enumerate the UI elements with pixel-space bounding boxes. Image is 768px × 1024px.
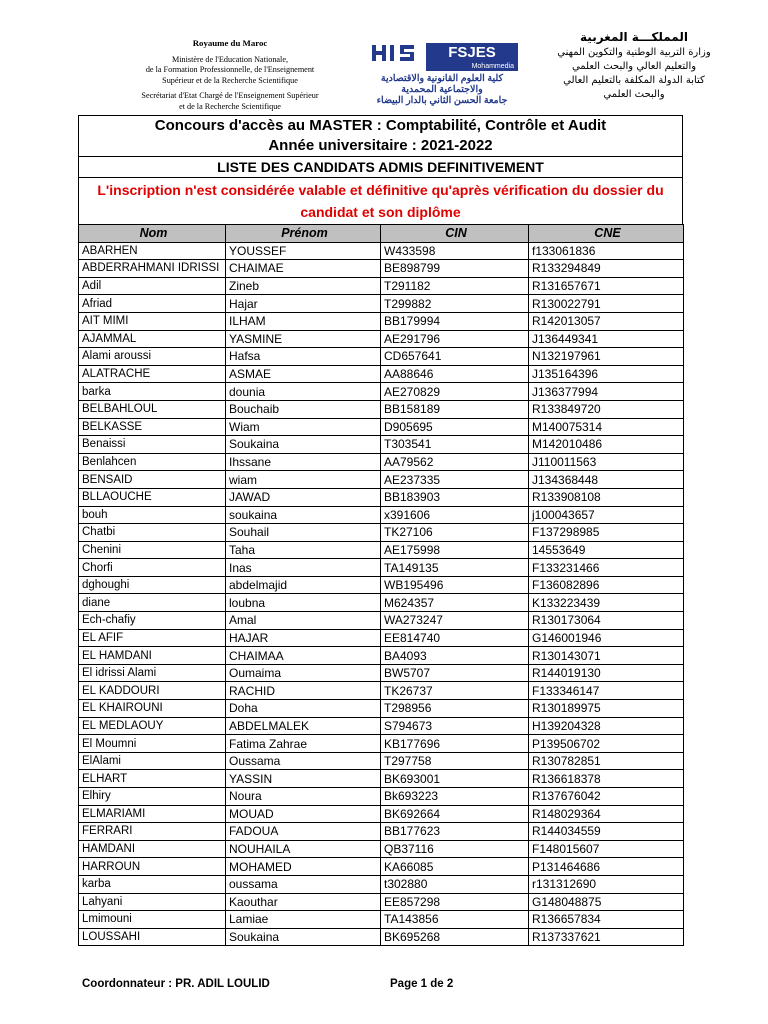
table-row <box>79 700 684 718</box>
cell-cne: F133346147 <box>529 682 684 700</box>
table-row <box>79 770 684 788</box>
table-row <box>79 277 684 295</box>
cell-cin: BB177623 <box>381 823 529 841</box>
cell-nom: Chorfi <box>79 559 226 577</box>
cell-cne: J110011563 <box>529 453 684 471</box>
cell-cne: F137298985 <box>529 524 684 542</box>
cell-nom: HAMDANI <box>79 840 226 858</box>
cell-cne: F148015607 <box>529 840 684 858</box>
cell-prenom: NOUHAILA <box>226 840 381 858</box>
cell-prenom: JAWAD <box>226 488 381 506</box>
cell-cin: D905695 <box>381 418 529 436</box>
kingdom-name-arabic: المملكـــة المغربية <box>580 30 688 44</box>
kingdom-name: Royaume du Maroc <box>192 38 268 48</box>
cell-prenom: wiam <box>226 471 381 489</box>
cell-cne: K133223439 <box>529 594 684 612</box>
cell-prenom: ABDELMALEK <box>226 717 381 735</box>
cell-cne: R144034559 <box>529 823 684 841</box>
cell-cin: T297758 <box>381 752 529 770</box>
cell-cne: R130189975 <box>529 700 684 718</box>
cell-cin: BA4093 <box>381 647 529 665</box>
table-row <box>79 488 684 506</box>
cell-cin: EE814740 <box>381 629 529 647</box>
table-row <box>79 612 684 630</box>
cell-nom: Lahyani <box>79 893 226 911</box>
cell-cne: H139204328 <box>529 717 684 735</box>
cell-cin: AE237335 <box>381 471 529 489</box>
cell-cne: P139506702 <box>529 735 684 753</box>
cell-cin: S794673 <box>381 717 529 735</box>
page-number: Page 1 de 2 <box>390 978 454 990</box>
cell-nom: ABARHEN <box>79 242 226 260</box>
ministry-line-arabic: وزارة التربية الوطنية والتكوين المهني <box>557 47 711 58</box>
cell-cin: KA66085 <box>381 858 529 876</box>
cell-nom: FERRARI <box>79 823 226 841</box>
cell-prenom: FADOUA <box>226 823 381 841</box>
cell-nom: Chatbi <box>79 524 226 542</box>
cell-prenom: MOUAD <box>226 805 381 823</box>
cell-nom: AIT MIMI <box>79 312 226 330</box>
cell-nom: Benlahcen <box>79 453 226 471</box>
column-header-cin: CIN <box>381 225 529 243</box>
cell-cin: WB195496 <box>381 576 529 594</box>
cell-nom: BELBAHLOUL <box>79 400 226 418</box>
cell-prenom: Oussama <box>226 752 381 770</box>
ministry-line-arabic: والتعليم العالي والبحث العلمي <box>571 61 697 72</box>
cell-cne: R136618378 <box>529 770 684 788</box>
cell-cne: F133231466 <box>529 559 684 577</box>
cell-cin: EE857298 <box>381 893 529 911</box>
cell-cne: r131312690 <box>529 875 684 893</box>
cell-prenom: Hafsa <box>226 348 381 366</box>
cell-cin: W433598 <box>381 242 529 260</box>
title-box <box>78 115 683 224</box>
page-header <box>0 18 768 110</box>
table-row <box>79 383 684 401</box>
cell-cin: x391606 <box>381 506 529 524</box>
table-row <box>79 735 684 753</box>
cell-prenom: Ihssane <box>226 453 381 471</box>
cell-nom: EL HAMDANI <box>79 647 226 665</box>
cell-cne: f133061836 <box>529 242 684 260</box>
table-row <box>79 928 684 946</box>
cell-cin: TA149135 <box>381 559 529 577</box>
cell-cin: BK693001 <box>381 770 529 788</box>
cell-cin: BB183903 <box>381 488 529 506</box>
cell-nom: LOUSSAHI <box>79 928 226 946</box>
cell-cne: G146001946 <box>529 629 684 647</box>
cell-prenom: Taha <box>226 541 381 559</box>
ministry-line-arabic: كتابة الدولة المكلفة بالتعليم العالي <box>563 75 705 86</box>
cell-cin: BB158189 <box>381 400 529 418</box>
cell-nom: EL KHAIROUNI <box>79 700 226 718</box>
candidates-table <box>78 224 684 946</box>
cell-cin: TA143856 <box>381 911 529 929</box>
cell-prenom: Soukaina <box>226 928 381 946</box>
cell-prenom: Hajar <box>226 295 381 313</box>
cell-cin: QB37116 <box>381 840 529 858</box>
cell-cin: BW5707 <box>381 664 529 682</box>
table-row <box>79 682 684 700</box>
coordinator-name: Coordonnateur : PR. ADIL LOULID <box>82 978 270 990</box>
cell-cne: R142013057 <box>529 312 684 330</box>
column-header-nom: Nom <box>79 225 226 243</box>
cell-cin: BE898799 <box>381 260 529 278</box>
ministry-line: Ministère de l'Education Nationale, <box>171 54 289 64</box>
cell-nom: Ech-chafiy <box>79 612 226 630</box>
cell-cin: M624357 <box>381 594 529 612</box>
fsjes-logo <box>366 43 518 121</box>
table-row <box>79 893 684 911</box>
cell-prenom: Bouchaib <box>226 400 381 418</box>
cell-prenom: Noura <box>226 788 381 806</box>
cell-nom: Lmimouni <box>79 911 226 929</box>
cell-cin: T299882 <box>381 295 529 313</box>
cell-cne: J135164396 <box>529 365 684 383</box>
cell-cin: KB177696 <box>381 735 529 753</box>
table-row <box>79 647 684 665</box>
column-header-prenom: Prénom <box>226 225 381 243</box>
cell-cne: R133294849 <box>529 260 684 278</box>
cell-nom: Chenini <box>79 541 226 559</box>
cell-nom: bouh <box>79 506 226 524</box>
cell-cne: R148029364 <box>529 805 684 823</box>
cell-prenom: Souhail <box>226 524 381 542</box>
table-row <box>79 840 684 858</box>
cell-nom: Alami aroussi <box>79 348 226 366</box>
cell-cne: J136449341 <box>529 330 684 348</box>
cell-prenom: Oumaima <box>226 664 381 682</box>
table-row <box>79 664 684 682</box>
table-row <box>79 858 684 876</box>
table-row <box>79 541 684 559</box>
cell-nom: BLLAOUCHE <box>79 488 226 506</box>
cell-cne: R137676042 <box>529 788 684 806</box>
cell-cne: R130173064 <box>529 612 684 630</box>
cell-prenom: ASMAE <box>226 365 381 383</box>
cell-cin: TK27106 <box>381 524 529 542</box>
cell-nom: Adil <box>79 277 226 295</box>
logo-arabic-text: كلية العلوم القانونية والاقتصادية والاجتماعية المحمدية جامعة الحسن الثاني بالدار البيضاء <box>376 73 508 106</box>
cell-cin: AE175998 <box>381 541 529 559</box>
cell-cne: M142010486 <box>529 436 684 454</box>
cell-nom: Afriad <box>79 295 226 313</box>
cell-nom: ALATRACHE <box>79 365 226 383</box>
cell-cin: CD657641 <box>381 348 529 366</box>
table-row <box>79 312 684 330</box>
cell-nom: ELHART <box>79 770 226 788</box>
table-row <box>79 400 684 418</box>
results-section <box>78 115 683 946</box>
cell-nom: EL KADDOURI <box>79 682 226 700</box>
cell-cne: M140075314 <box>529 418 684 436</box>
ministry-line: Supérieur et de la Recherche Scientifique <box>162 75 298 85</box>
table-row <box>79 559 684 577</box>
cell-prenom: YOUSSEF <box>226 242 381 260</box>
cell-prenom: CHAIMAE <box>226 260 381 278</box>
cell-nom: EL AFIF <box>79 629 226 647</box>
secretariat-line: Secrétariat d'Etat Chargé de l'Enseignement Supérieur <box>141 91 319 100</box>
table-row <box>79 348 684 366</box>
list-title: LISTE DES CANDIDATS ADMIS DEFINITIVEMENT <box>79 157 682 178</box>
cell-cin: T291182 <box>381 277 529 295</box>
cell-nom: BELKASSE <box>79 418 226 436</box>
table-row <box>79 594 684 612</box>
cell-prenom: soukaina <box>226 506 381 524</box>
secretariat-line: et de la Recherche Scientifique <box>179 101 281 111</box>
table-row <box>79 453 684 471</box>
table-row <box>79 752 684 770</box>
table-row <box>79 242 684 260</box>
cell-cin: AA88646 <box>381 365 529 383</box>
cell-cne: J136377994 <box>529 383 684 401</box>
cell-prenom: dounia <box>226 383 381 401</box>
cell-prenom: loubna <box>226 594 381 612</box>
table-row <box>79 875 684 893</box>
cell-cne: R136657834 <box>529 911 684 929</box>
table-body <box>79 242 684 946</box>
cell-prenom: HAJAR <box>226 629 381 647</box>
cell-cin: TK26737 <box>381 682 529 700</box>
ministry-line-arabic: والبحث العلمي <box>603 89 665 100</box>
cell-nom: ELMARIAMI <box>79 805 226 823</box>
cell-nom: HARROUN <box>79 858 226 876</box>
cell-cin: AE291796 <box>381 330 529 348</box>
cell-prenom: YASSIN <box>226 770 381 788</box>
cell-prenom: abdelmajid <box>226 576 381 594</box>
table-row <box>79 805 684 823</box>
cell-cne: j100043657 <box>529 506 684 524</box>
cell-cin: BK692664 <box>381 805 529 823</box>
cell-cin: WA273247 <box>381 612 529 630</box>
cell-prenom: Zineb <box>226 277 381 295</box>
cell-cne: N132197961 <box>529 348 684 366</box>
cell-nom: ElAlami <box>79 752 226 770</box>
table-row <box>79 823 684 841</box>
cell-cne: R130022791 <box>529 295 684 313</box>
table-header-row <box>79 225 684 243</box>
cell-cne: J134368448 <box>529 471 684 489</box>
cell-prenom: Wiam <box>226 418 381 436</box>
cell-cne: R133908108 <box>529 488 684 506</box>
table-row <box>79 365 684 383</box>
cell-cne: R137337621 <box>529 928 684 946</box>
cell-prenom: YASMINE <box>226 330 381 348</box>
table-row <box>79 788 684 806</box>
table-row <box>79 524 684 542</box>
cell-prenom: Inas <box>226 559 381 577</box>
cell-prenom: MOHAMED <box>226 858 381 876</box>
cell-prenom: Soukaina <box>226 436 381 454</box>
cell-cin: BK695268 <box>381 928 529 946</box>
cell-prenom: Doha <box>226 700 381 718</box>
column-header-cne: CNE <box>529 225 684 243</box>
logo-text: FSJES <box>426 43 518 63</box>
cell-cne: R131657671 <box>529 277 684 295</box>
cell-prenom: Kaouthar <box>226 893 381 911</box>
contest-title: Concours d'accès au MASTER : Comptabilité, Contrôle et Audit <box>154 117 607 134</box>
cell-prenom: RACHID <box>226 682 381 700</box>
cell-nom: diane <box>79 594 226 612</box>
cell-nom: El idrissi Alami <box>79 664 226 682</box>
logo-subtext: Mohammedia <box>426 63 518 71</box>
cell-nom: Elhiry <box>79 788 226 806</box>
cell-nom: barka <box>79 383 226 401</box>
cell-nom: Benaissi <box>79 436 226 454</box>
cell-prenom: Fatima Zahrae <box>226 735 381 753</box>
cell-prenom: ILHAM <box>226 312 381 330</box>
cell-nom: EL MEDLAOUY <box>79 717 226 735</box>
ministry-line: de la Formation Professionnelle, de l'Enseignement <box>145 65 315 74</box>
academic-year: Année universitaire : 2021-2022 <box>79 136 682 157</box>
cell-nom: dghoughi <box>79 576 226 594</box>
cell-nom: karba <box>79 875 226 893</box>
table-row <box>79 717 684 735</box>
cell-nom: El Moumni <box>79 735 226 753</box>
cell-cne: R133849720 <box>529 400 684 418</box>
table-row <box>79 260 684 278</box>
university-mark-icon <box>370 43 424 63</box>
table-row <box>79 506 684 524</box>
cell-cin: t302880 <box>381 875 529 893</box>
registration-notice: L'inscription n'est considérée valable et définitive qu'après vérification du dossier du candidat et son diplôme <box>97 182 664 220</box>
cell-cin: BB179994 <box>381 312 529 330</box>
table-row <box>79 576 684 594</box>
cell-prenom: Lamiae <box>226 911 381 929</box>
cell-prenom: oussama <box>226 875 381 893</box>
table-row <box>79 418 684 436</box>
table-row <box>79 911 684 929</box>
cell-cin: AE270829 <box>381 383 529 401</box>
cell-cne: F136082896 <box>529 576 684 594</box>
cell-cne: P131464686 <box>529 858 684 876</box>
arabic-ministry-block <box>524 30 744 102</box>
cell-prenom: CHAIMAA <box>226 647 381 665</box>
cell-cne: R130782851 <box>529 752 684 770</box>
table-row <box>79 436 684 454</box>
table-row <box>79 295 684 313</box>
cell-cne: R130143071 <box>529 647 684 665</box>
table-row <box>79 629 684 647</box>
table-row <box>79 330 684 348</box>
cell-nom: AJAMMAL <box>79 330 226 348</box>
cell-cin: T303541 <box>381 436 529 454</box>
cell-nom: ABDERRAHMANI IDRISSI <box>79 260 226 278</box>
cell-cin: Bk693223 <box>381 788 529 806</box>
cell-cne: 14553649 <box>529 541 684 559</box>
cell-cne: R144019130 <box>529 664 684 682</box>
table-row <box>79 471 684 489</box>
cell-cne: G148048875 <box>529 893 684 911</box>
cell-nom: BENSAID <box>79 471 226 489</box>
ministry-block <box>110 38 350 112</box>
cell-cin: T298956 <box>381 700 529 718</box>
cell-cin: AA79562 <box>381 453 529 471</box>
cell-prenom: Amal <box>226 612 381 630</box>
